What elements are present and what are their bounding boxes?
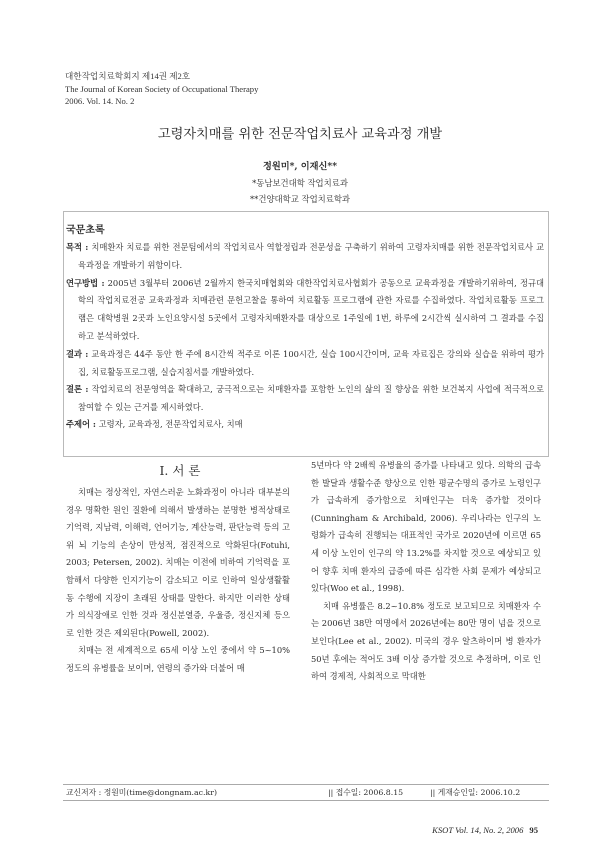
received-date: || 접수일: 2006.8.15 (328, 788, 404, 797)
affiliation-1: *동남보건대학 작업치료과 (252, 178, 348, 188)
abstract-body (66, 239, 544, 417)
section-title: Ⅰ. 서 론 (159, 463, 201, 478)
paper-title: 고령자치매를 위한 전문작업치료사 교육과정 개발 (157, 127, 443, 142)
body-column-right (311, 457, 541, 686)
abstract-conclusion (66, 381, 544, 417)
conclusion-label: 결론 : (66, 384, 89, 395)
affiliation-2: **건양대학교 작업치료학과 (249, 194, 351, 204)
purpose-text: 치매환자 치료를 위한 전문팀에서의 작업치료사 역할정립과 전문성을 구축하기 위하여 고령자치매를 위한 전문작업치료사 교육과정을 개발하기 위함이다. (78, 242, 545, 270)
journal-name-korean: 대한작업치료학회지 제14권 제2호 (65, 71, 191, 81)
result-text: 교육과정은 44주 동안 한 주에 8시간씩 적주로 이론 100시간, 실습 100시간이며, 교육 자료집은 강의와 실습을 위하여 평가집, 치료활동프로그램, 실습지침서를 개발하였다. (78, 348, 545, 377)
body-column-left (66, 484, 290, 678)
abstract-result (66, 346, 544, 382)
method-label: 연구방법 : (66, 277, 105, 288)
conclusion-text: 작업치료의 전문영역을 확대하고, 궁극적으로는 치매환자를 포함한 노인의 삶의 질 향상을 위한 보건복지 사업에 적극적으로 참여할 수 있는 근거를 제시하였다. (78, 384, 544, 413)
authors: 정원미*, 이재신** (262, 161, 338, 172)
result-label: 결과 : (66, 348, 89, 359)
abstract-method (66, 275, 544, 346)
footer-rule-bottom (63, 800, 549, 801)
abstract-purpose (66, 239, 544, 275)
purpose-label: 목적 : (66, 242, 89, 252)
body-paragraph: 치매는 전 세계적으로 65세 이상 노인 중에서 약 5~10% 정도의 유병률을 보이며, 연령의 증가와 더불어 매 (66, 645, 290, 673)
keywords (66, 418, 243, 430)
method-text: 2005년 3월부터 2006년 2월까지 한국치매협회와 대한작업치료사협회가 공동으로 교육과정을 개발하기위하여, 정규대학의 작업치료전공 교육과정과 치매관련 문헌고찰을 통하여 치료활동 프로그램에 관한 자료를 수집하였다. 작업치료활동 프로그램은 대학병원 2곳과 노인요양시설 5곳에서 고령자치매환자를 대상으로 1주일에 1번, 하루에 2시간씩 실시하여 그 결과를 수집하고 분석하였다. (78, 277, 544, 341)
footer-rule-top (63, 784, 549, 785)
page-number: 95 (529, 825, 538, 835)
journal-volume: 2006. Vol. 14. No. 2 (65, 96, 135, 106)
body-paragraph: 치매 유병률은 8.2~10.8% 정도로 보고되므로 치매환자 수는 2006년 38만 여명에서 2026년에는 80만 명이 넘을 것으로 보인다(Lee et al., 2002). 미국의 경우 알츠하이머 병 환자가 50년 후에는 적어도 3배 이상 증가할 것으로 추정하며, 이로 인하여 경제적, 사회적으로 막대한 (311, 600, 541, 682)
journal-name-english: The Journal of Korean Society of Occupational Therapy (65, 83, 259, 94)
journal-header (65, 70, 258, 108)
keywords-label: 주제어 : (66, 419, 96, 429)
page-footer (432, 825, 538, 835)
body-paragraph: 치매는 정상적인, 자연스러운 노화과정이 아니라 대부분의 경우 명확한 원인 질환에 의해서 발생하는 분명한 병적상태로 기억력, 지남력, 이해력, 언어기능, 계산능력, 판단능력 등의 고위 뇌 기능의 손상이 만성적, 점진적으로 악화된다(Fotuhi, 2003; Petersen, 2002). 치매는 이전에 비하여 기억력을 포함해서 다양한 인지기능이 감소되고 이로 인하여 일상생활활동 수행에 지장이 초래된 상태를 말한다. 하지만 이러한 상태가 의식장애로 인한 것과 정신분열증, 우울증, 정신지체 등으로 인한 것은 제외된다(Powell, 2002). (66, 487, 291, 638)
corresponding-author: 교신저자 : 정원미(time@dongnam.ac.kr) (66, 788, 218, 797)
folio-journal: KSOT Vol. 14, No. 2, 2006 (432, 825, 524, 835)
keywords-text: 고령자, 교육과정, 전문작업치료사, 치매 (96, 419, 243, 429)
abstract-heading: 국문초록 (66, 225, 105, 236)
accepted-date: || 게재승인일: 2006.10.2 (430, 788, 521, 797)
body-paragraph: 5년마다 약 2배씩 유병율의 증가를 나타내고 있다. 의학의 급속한 발달과 생활수준 향상으로 인한 평균수명의 증가로 노령인구가 급속하게 증가함으로 치매인구는 더욱 증가할 것이다(Cunningham & Archibald, 2006). 우리나라는 인구의 노령화가 급속히 진행되는 대표적인 국가로 2020년에 이르면 65세 이상 노인이 인구의 약 13.2%를 차지할 것으로 예상되고 있어 향후 치매 환자의 급증에 따른 심각한 사회 문제가 예상되고 있다(Woo et al., 1998). (311, 460, 541, 594)
